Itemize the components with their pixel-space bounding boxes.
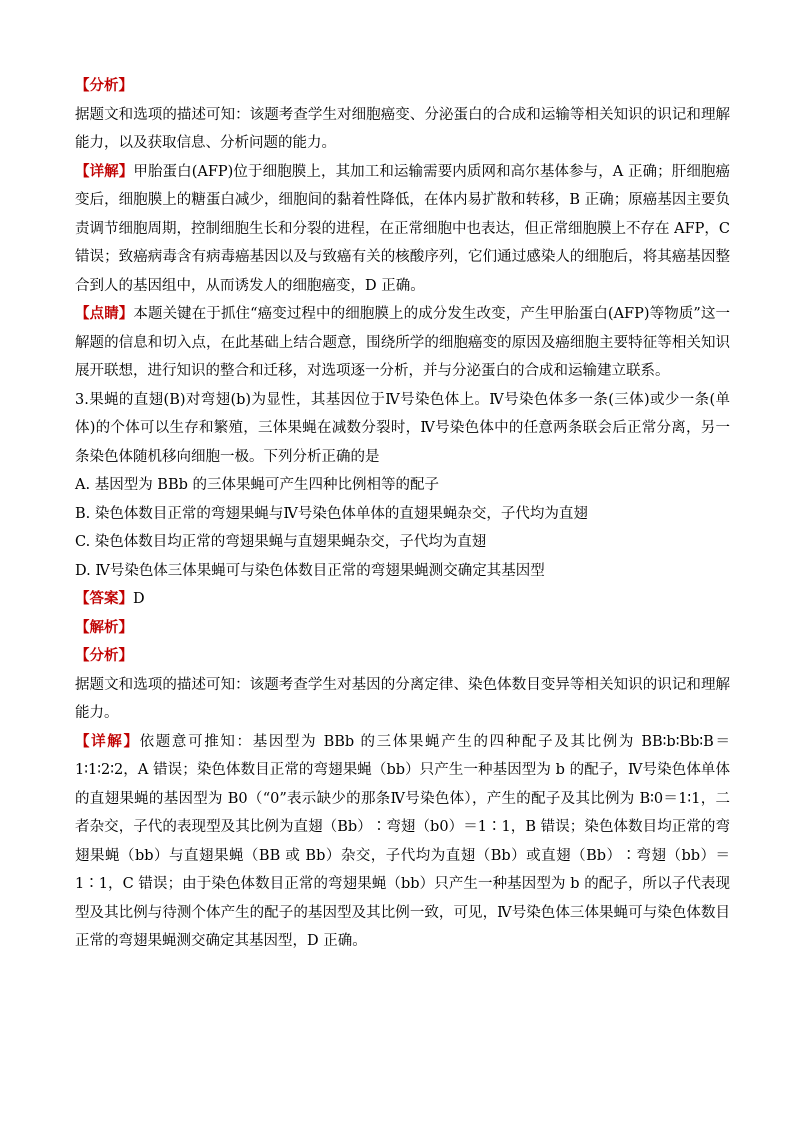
option-b: B. 染色体数目正常的弯翅果蝇与Ⅳ号染色体单体的直翅果蝇杂交，子代均为直翅 xyxy=(75,505,588,522)
option-d: D. Ⅳ号染色体三体果蝇可与染色体数目正常的弯翅果蝇测交确定其基因型 xyxy=(75,562,545,579)
answer-value: D xyxy=(133,591,145,607)
analysis-paragraph-2: 据题文和选项的描述可知：该题考查学生对基因的分离定律、染色体数目变异等相关知识的识记和理解能力。 xyxy=(75,676,730,721)
detail-tag: 【详解】 xyxy=(75,732,140,750)
detail-tag: 【详解】 xyxy=(75,162,134,180)
answer-line xyxy=(75,585,730,614)
explain-tag: 【解析】 xyxy=(75,618,133,636)
analysis-heading-2 xyxy=(75,642,730,671)
option-c: C. 染色体数目均正常的弯翅果蝇与直翅果蝇杂交，子代均为直翅 xyxy=(75,534,487,550)
explain-heading xyxy=(75,614,730,643)
detail-paragraph-2 xyxy=(75,728,730,956)
question-3: 3.果蝇的直翅(B)对弯翅(b)为显性，其基因位于Ⅳ号染色体上。Ⅳ号染色体多一条(三体)或少一条(单体)的个体可以生存和繁殖，三体果蝇在减数分裂时，Ⅳ号染色体中的任意两条联会后正常分离，另一条染色体随机移向细胞一极。下列分析正确的是 xyxy=(75,391,730,465)
comment-paragraph-1 xyxy=(75,300,730,386)
answer-tag: 【答案】 xyxy=(75,590,133,607)
option-a: A. 基因型为 BBb 的三体果蝇可产生四种比例相等的配子 xyxy=(75,477,439,493)
analysis-paragraph-1: 据题文和选项的描述可知：该题考查学生对细胞癌变、分泌蛋白的合成和运输等相关知识的识记和理解能力，以及获取信息、分析问题的能力。 xyxy=(75,106,730,151)
analysis-heading-1 xyxy=(75,72,730,101)
detail-text: 依题意可推知：基因型为 BBb 的三体果蝇产生的四种配子及其比例为 BB∶b∶Bb∶B＝1∶1∶2∶2，A 错误；染色体数目正常的弯翅果蝇（bb）只产生一种基因型为 b 的配子，Ⅳ号染色体单体的直翅果蝇的基因型为 B0（“0”表示缺少的那条Ⅳ号染色体），产生的配子及其比例为 B∶0＝1∶1，二者杂交，子代的表现型及其比例为直翅（Bb）∶弯翅（b0）＝1∶1，B 错误；染色体数目均正常的弯翅果蝇（bb）与直翅果蝇（BB 或 Bb）杂交，子代均为直翅（Bb）或直翅（Bb）∶弯翅（bb）＝1∶1，C 错误；由于染色体数目正常的弯翅果蝇（bb）只产生一种基因型为 b 的配子，所以子代表现型及其比例与待测个体产生的配子的基因型及其比例一致，可见，Ⅳ号染色体三体果蝇可与染色体数目正常的弯翅果蝇测交确定其基因型，D 正确。 xyxy=(75,733,730,949)
comment-tag: 【点睛】 xyxy=(75,305,134,322)
detail-text: 甲胎蛋白(AFP)位于细胞膜上，其加工和运输需要内质网和高尔基体参与，A 正确；肝细胞癌变后，细胞膜上的糖蛋白减少，细胞间的黏着性降低，在体内易扩散和转移，B 正确；原癌基因主要负责调节细胞周期，控制细胞生长和分裂的进程，在正常细胞中也表达，但正常细胞膜上不存在 AFP，C 错误；致癌病毒含有病毒癌基因以及与致癌有关的核酸序列，它们通过感染人的细胞后，将其癌基因整合到人的基因组中，从而诱发人的细胞癌变，D 正确。 xyxy=(75,163,731,294)
analysis-tag: 【分析】 xyxy=(75,77,133,94)
detail-paragraph-1 xyxy=(75,158,730,301)
analysis-tag: 【分析】 xyxy=(75,647,133,664)
comment-text: 本题关键在于抓住“癌变过程中的细胞膜上的成分发生改变，产生甲胎蛋白(AFP)等物质”这一解题的信息和切入点，在此基础上结合题意，围绕所学的细胞癌变的原因及癌细胞主要特征等相关知识展开联想，进行知识的整合和迁移，对选项逐一分析，并与分泌蛋白的合成和运输建立联系。 xyxy=(75,306,731,379)
document-content xyxy=(75,72,730,956)
